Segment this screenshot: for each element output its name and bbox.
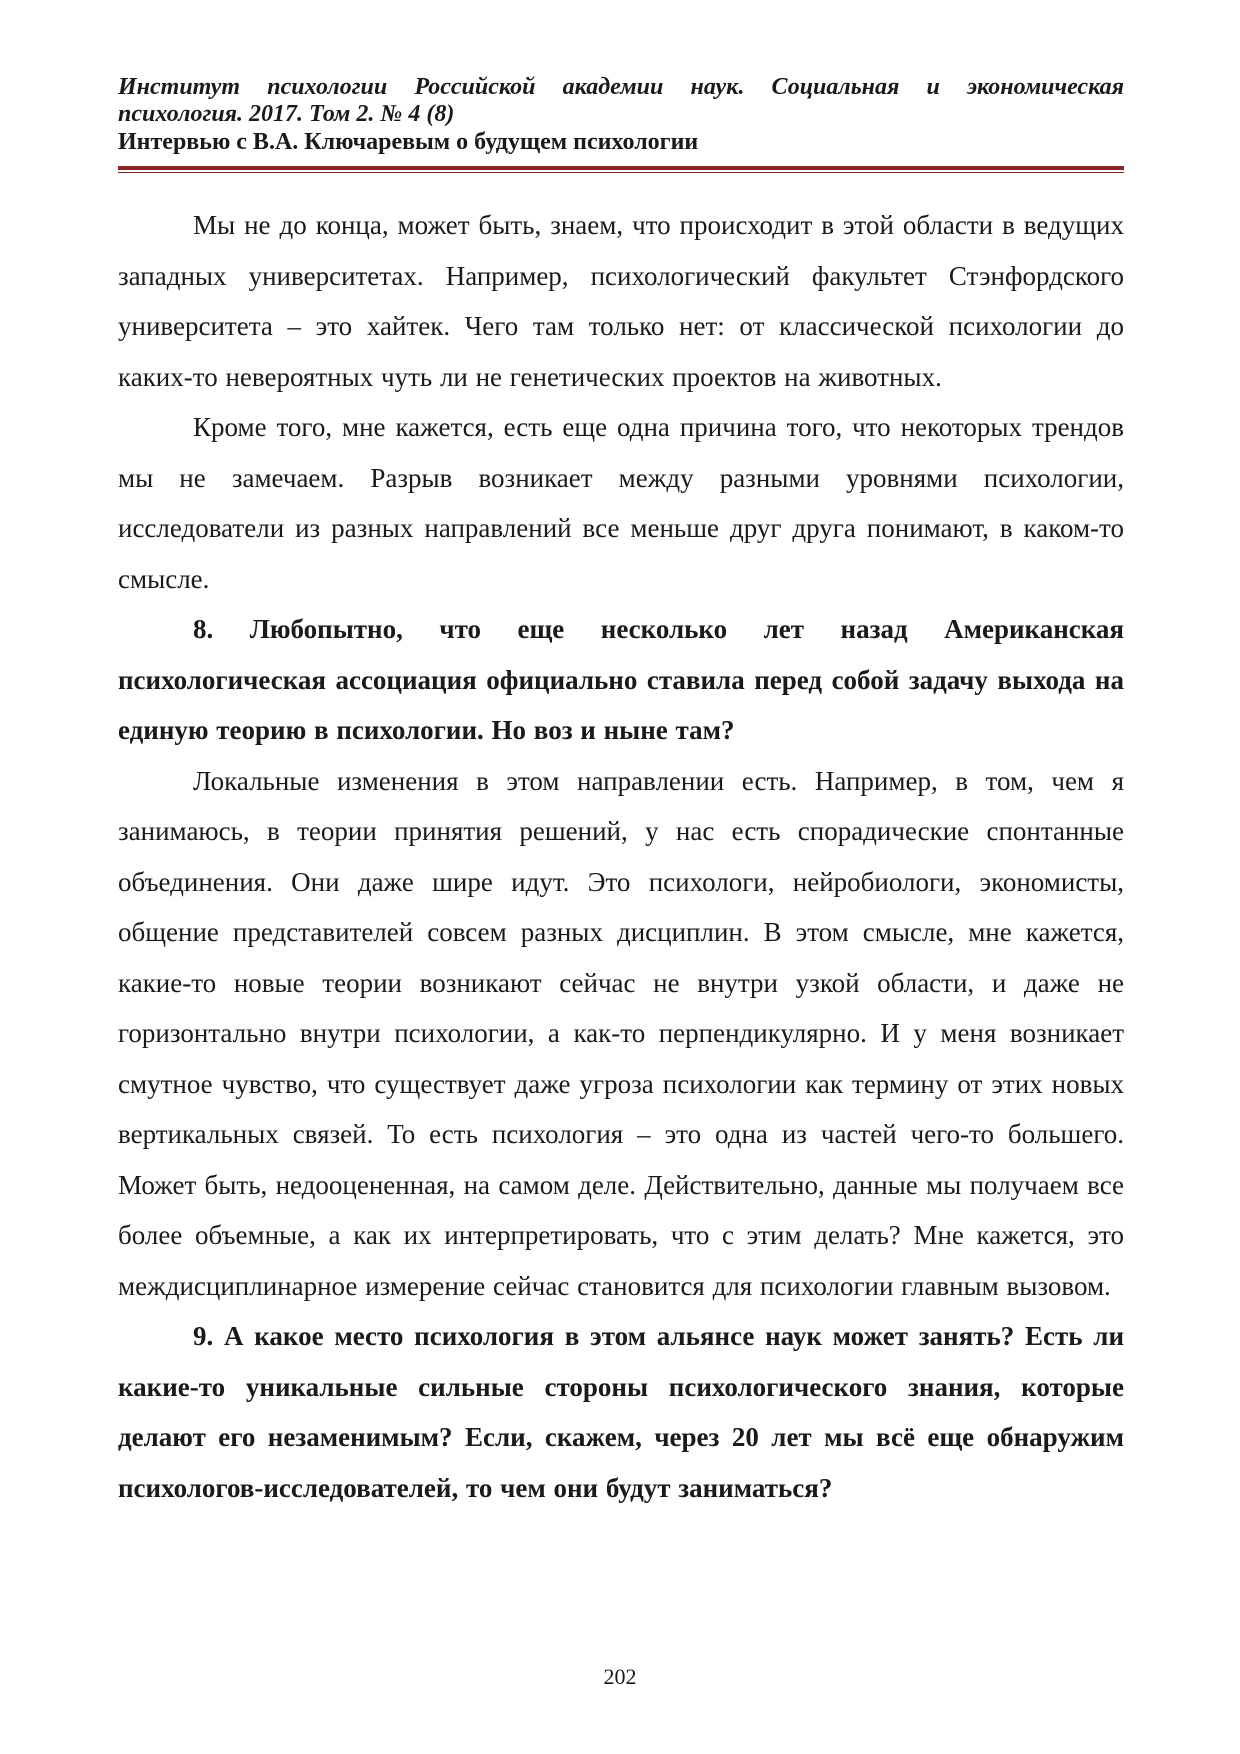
header-divider-thick xyxy=(118,166,1124,170)
answer-paragraph: Кроме того, мне кажется, есть еще одна причина того, что некоторых трендов мы не замечаем. Разрыв возникает между разными уровнями психологии, исследователи из разных направлений все меньше друг друга понимают, в каком-то смысле. xyxy=(118,412,1124,594)
article-body xyxy=(118,200,1124,1513)
answer-paragraph: Локальные изменения в этом направлении есть. Например, в том, чем я занимаюсь, в теории принятия решений, у нас есть спорадические спонтанные объединения. Они даже шире идут. Это психологи, нейробиологи, экономисты, общение представителей совсем разных дисциплин. В этом смысле, мне кажется, какие-то новые теории возникают сейчас не внутри узкой области, и даже не горизонтально внутри психологии, а как-то перпендикулярно. И у меня возникает смутное чувство, что существует даже угроза психологии как термину от этих новых вертикальных связей. То есть психология – это одна из частей чего-то большего. Может быть, недооцененная, на самом деле. Действительно, данные мы получаем все более объемные, а как их интерпретировать, что с этим делать? Мне кажется, это междисциплинарное измерение сейчас становится для психологии главным вызовом. xyxy=(118,765,1124,1301)
article-title: Интервью с В.А. Ключаревым о будущем психологии xyxy=(118,129,699,155)
question-9: 9. А какое место психология в этом альянсе наук может занять? Есть ли какие-то уникальные сильные стороны психологического знания, которые делают его незаменимым? Если, скажем, через 20 лет мы всё еще обнаружим психологов-исследователей, то чем они будут заниматься? xyxy=(118,1321,1124,1503)
header-divider-thin xyxy=(118,172,1124,173)
page-header xyxy=(118,74,1124,156)
answer-paragraph: Мы не до конца, может быть, знаем, что происходит в этой области в ведущих западных университетах. Например, психологический факультет Стэнфордского университета – это хайтек. Чего там только нет: от классической психологии до каких-то невероятных чуть ли не генетических проектов на животных. xyxy=(118,210,1124,392)
journal-title-line-1: Институт психологии Российской академии наук. Социальная и экономическая xyxy=(118,74,1124,100)
journal-title-line-2: психология. 2017. Том 2. № 4 (8) xyxy=(118,101,455,127)
question-8: 8. Любопытно, что еще несколько лет назад Американская психологическая ассоциация официально ставила перед собой задачу выхода на единую теорию в психологии. Но воз и ныне там? xyxy=(118,614,1124,745)
page-number: 202 xyxy=(603,1664,637,1689)
